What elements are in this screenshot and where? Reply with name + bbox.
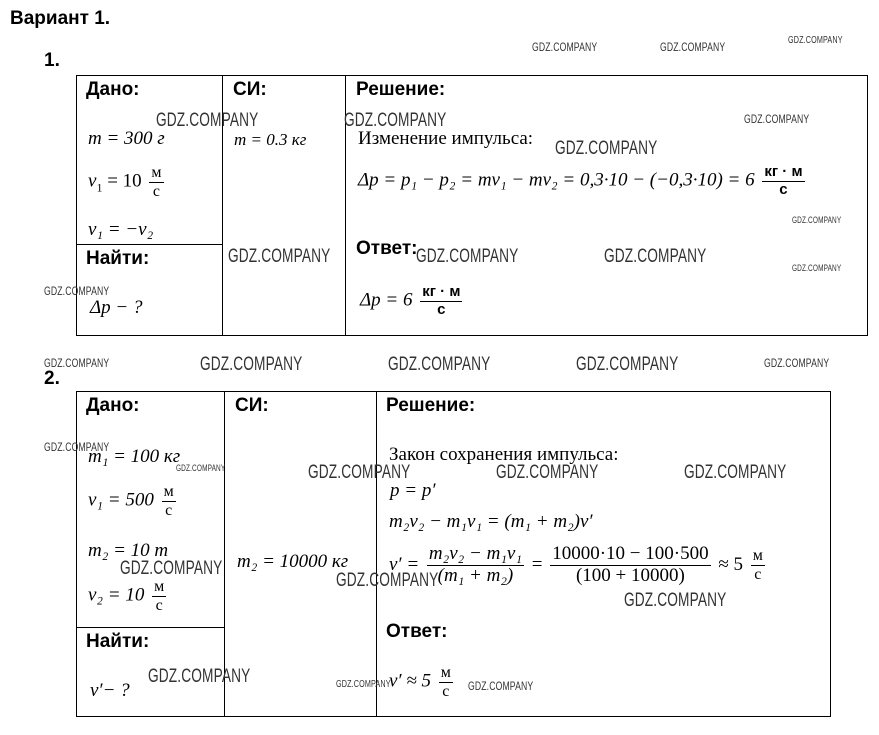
equation-3: v′ = $\frac{\text{m₂v₂ − m₁v₁}}{\text{(m₁ + m₂)}}$ = $\frac{10000\cdot 10 - 100\cdot 500}{(100 + 10000)}$ ≈ 5 $\frac{м}{с}$ <box>389 543 763 586</box>
problem-1-number: 1. <box>44 50 60 71</box>
watermark: GDZ.COMPANY <box>496 462 599 483</box>
watermark: GDZ.COMPANY <box>684 462 787 483</box>
watermark: GDZ.COMPANY <box>624 590 727 611</box>
given-mass-2: m₂ = 10 т <box>88 540 169 561</box>
watermark: GDZ.COMPANY <box>176 463 226 473</box>
given-velocity-relation: v₁ = −v₂ <box>88 219 154 240</box>
watermark: GDZ.COMPANY <box>744 112 810 126</box>
momentum-formula: Δp = p₁ − p₂ = mv₁ − mv₂ = 0,3·10 − (−0,3·10) = 6 $\frac{кг \cdot м}{с}$ <box>358 163 803 198</box>
watermark: GDZ.COMPANY <box>156 110 259 131</box>
watermark: GDZ.COMPANY <box>308 462 411 483</box>
watermark: GDZ.COMPANY <box>792 215 842 225</box>
answer-header: Ответ: <box>386 621 448 642</box>
watermark: GDZ.COMPANY <box>555 138 658 159</box>
solution-header: Решение: <box>386 395 476 416</box>
watermark: GDZ.COMPANY <box>44 284 110 298</box>
watermark: GDZ.COMPANY <box>416 246 519 267</box>
watermark: GDZ.COMPANY <box>788 35 843 46</box>
watermark: GDZ.COMPANY <box>148 666 251 687</box>
answer-value: v′ ≈ 5 $\frac{м}{с}$ <box>389 664 451 700</box>
watermark: GDZ.COMPANY <box>228 246 331 267</box>
si-mass: m = 0.3 кг <box>234 130 307 149</box>
find-value: Δp − ? <box>90 297 143 318</box>
watermark: GDZ.COMPANY <box>532 40 598 54</box>
law-text: Закон сохранения импульса: <box>389 444 619 465</box>
given-mass-1: m₁ = 100 кг <box>88 446 181 467</box>
given-velocity-2: v₂ = 10 $\frac{м}{с}$ <box>88 578 165 614</box>
watermark: GDZ.COMPANY <box>44 440 110 454</box>
answer-value: Δp = 6 $\frac{кг \cdot м}{с}$ <box>360 283 461 318</box>
solution-text: Изменение импульса: <box>358 128 534 149</box>
watermark: GDZ.COMPANY <box>660 40 726 54</box>
given-velocity-1: v₁ = 500 $\frac{м}{с}$ <box>88 483 174 519</box>
find-header: Найти: <box>86 248 150 269</box>
si-header: СИ: <box>233 79 267 100</box>
si-header: СИ: <box>235 395 269 416</box>
given-header: Дано: <box>86 395 140 416</box>
given-velocity: $v_1 = 10$ $\frac{м}{с}$ <box>88 164 162 200</box>
problem-2-number: 2. <box>44 368 60 389</box>
page-title: Вариант 1. <box>10 8 111 29</box>
solution-header: Решение: <box>356 79 446 100</box>
watermark: GDZ.COMPANY <box>336 570 439 591</box>
watermark: GDZ.COMPANY <box>336 679 391 690</box>
find-header: Найти: <box>86 631 150 652</box>
find-value: v′− ? <box>90 680 130 701</box>
watermark: GDZ.COMPANY <box>604 246 707 267</box>
answer-header: Ответ: <box>356 238 418 259</box>
watermark: GDZ.COMPANY <box>576 354 679 375</box>
watermark: GDZ.COMPANY <box>344 110 447 131</box>
watermark: GDZ.COMPANY <box>388 354 491 375</box>
watermark: GDZ.COMPANY <box>764 356 830 370</box>
watermark: GDZ.COMPANY <box>44 356 110 370</box>
equation-2: m₂v₂ − m₁v₁ = (m₁ + m₂)v′ <box>389 511 593 532</box>
given-header: Дано: <box>86 79 140 100</box>
given-mass: m = 300 г <box>88 128 165 149</box>
watermark: GDZ.COMPANY <box>120 558 223 579</box>
si-mass-2: m₂ = 10000 кг <box>237 551 349 572</box>
watermark: GDZ.COMPANY <box>200 354 303 375</box>
watermark: GDZ.COMPANY <box>792 263 842 273</box>
equation-1: p = p′ <box>390 480 436 501</box>
watermark: GDZ.COMPANY <box>468 679 534 693</box>
